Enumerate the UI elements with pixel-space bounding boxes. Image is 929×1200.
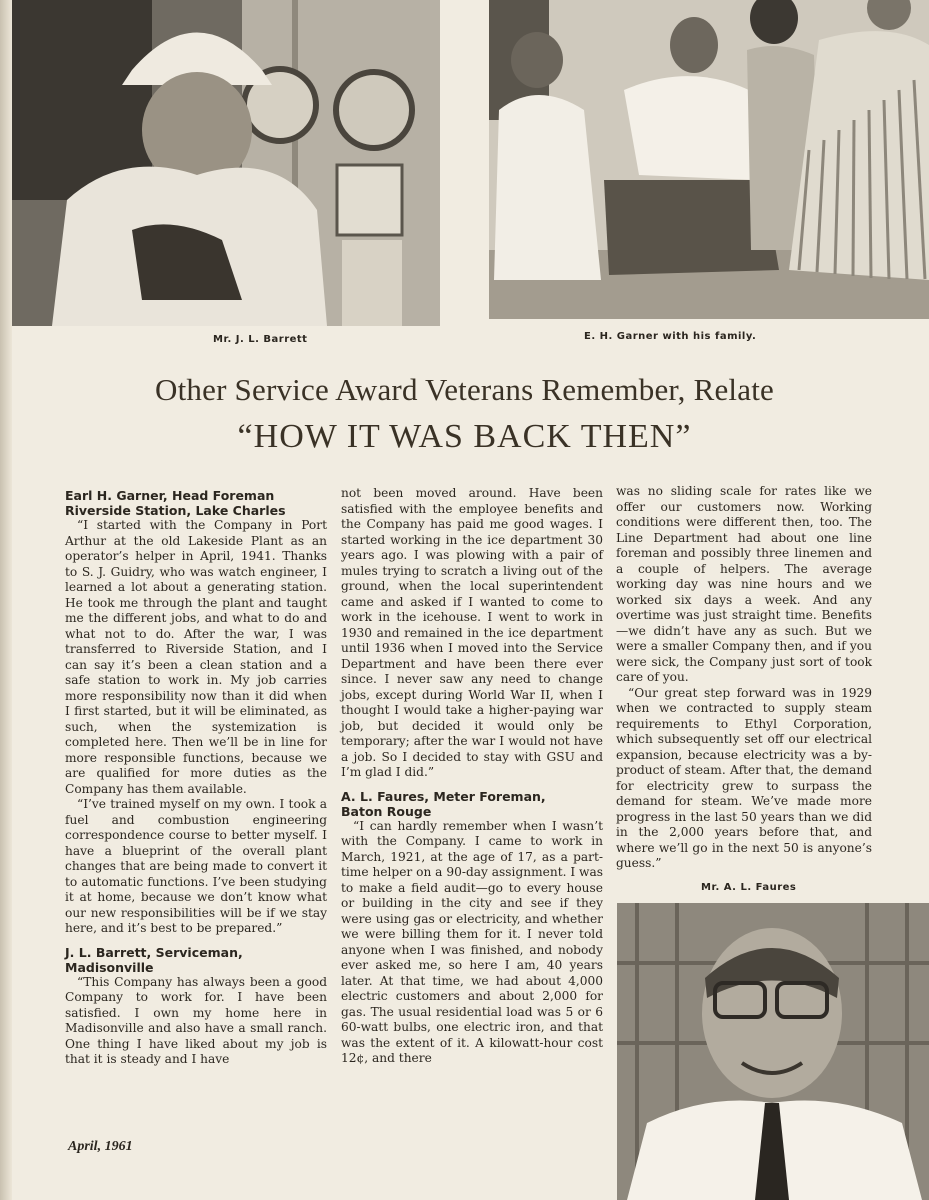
photo-barrett (12, 0, 440, 326)
faures-name-heading: A. L. Faures, Meter Foreman, (341, 788, 546, 804)
photo-faures-illustration (617, 903, 929, 1200)
caption-garner-family: E. H. Garner with his family. (584, 331, 757, 342)
photo-faures (617, 903, 929, 1200)
faures-paragraph-continued: was no sliding scale for rates like we offer our customers now. Working conditions were different then, too. The Line Department had about one line foreman and possibly three linemen and a couple of helpers. The average working day was nine hours and we worked six days a week. And any overtime was just straight time. Benefits—we didn’t have any as such. But we were a smaller Company then, and if you were sick, the Company just sort of took care of you. (616, 484, 872, 684)
article-column-3 (616, 484, 872, 872)
article-column-1 (65, 486, 327, 1068)
caption-faures: Mr. A. L. Faures (701, 882, 797, 893)
page-binding-edge (0, 0, 12, 1200)
headline-line-2: “HOW IT WAS BACK THEN” (237, 418, 692, 455)
photo-garner-family-illustration (489, 0, 929, 319)
article-column-2 (341, 486, 603, 1067)
garner-name-heading: Earl H. Garner, Head Foreman (65, 488, 275, 503)
garner-paragraph-1: “I started with the Company in Port Arthur at the old Lakeside Plant as an operator’s helper in April, 1941. Thanks to S. J. Guidry, who was watch engineer, I learned a lot about a generating station. He took me through the plant and taught me the different jobs, and what to do and what not to do. After the war, I was transferred to Riverside Station, and I can say it’s been a clean station and a safe station to work in. My job carries more responsibility now than it did when I first started, but it will be eliminated, as such, when the systemization is completed here. Then we’ll be in line for more responsible functions, because we are qualified for more duties as the Company has them available. (65, 518, 327, 796)
photo-garner-family (489, 0, 929, 319)
barrett-paragraph-start: “This Company has always been a good Company to work for. I have been satisfied. I own my home here in Madisonville and also have a small ranch. One thing I have liked about my job is that it is steady and I have (65, 974, 327, 1066)
barrett-location-heading: Madisonville (65, 959, 154, 975)
photo-barrett-illustration (12, 0, 440, 326)
garner-paragraph-2: “I’ve trained myself on my own. I took a fuel and combustion engineering correspondence course to better myself. I have a blueprint of the overall plant changes that are being made to convert it to automatic functions. I’ve been studying it at home, because we don’t know what our new responsibilities will be if we stay here, and it’s best to be prepared.” (65, 797, 327, 935)
headline-line-1: Other Service Award Veterans Remember, Relate (155, 372, 774, 407)
faures-paragraph-start: “I can hardly remember when I wasn’t with the Company. I came to work in March, 1921, at the age of 17, as a part-time helper on a 90-day assignment. I was to make a field audit—go to every house or building in the city and see if they were using gas or electricity, and whether we were billing them for it. I never told anyone when I was finished, and nobody ever asked me, so here I am, 40 years later. At that time, we had about 4,000 electric customers and about 2,000 for gas. The usual residential load was 5 or 6 60-watt bulbs, one electric iron, and that was the extent of it. A kilowatt-hour cost 12¢, and there (341, 818, 603, 1065)
barrett-paragraph-continued: not been moved around. Have been satisfied with the employee benefits and the Company has paid me good wages. I started working in the ice department 30 years ago. I was plowing with a pair of mules trying to scratch a living out of the ground, when the local superintendent came and asked if I wanted to come to work in the icehouse. I went to work in 1930 and remained in the ice department until 1936 when I moved into the Service Department and have been there ever since. I never saw any need to change jobs, except during World War II, when I thought I would take a higher-paying war job, but decided it would only be temporary; after the war I would not have a job. So I decided to stay with GSU and I’m glad I did.” (341, 486, 603, 779)
faures-location-heading: Baton Rouge (341, 803, 432, 819)
faures-paragraph-2: “Our great step forward was in 1929 when we contracted to supply steam requirements to Ethyl Corporation, which subsequently set off our electrical expansion, because electricity was a by-product of steam. After that, the demand for electricity grew to surpass the demand for steam. We’ve made more progress in the last 50 years than we did in the 2,000 years before that, and where we’ll go in the next 50 is anyone’s guess.” (616, 685, 872, 870)
barrett-name-heading: J. L. Barrett, Serviceman, (65, 944, 243, 960)
garner-location-heading: Riverside Station, Lake Charles (65, 503, 286, 518)
caption-barrett: Mr. J. L. Barrett (213, 334, 308, 345)
footer-date: April, 1961 (68, 1139, 133, 1154)
